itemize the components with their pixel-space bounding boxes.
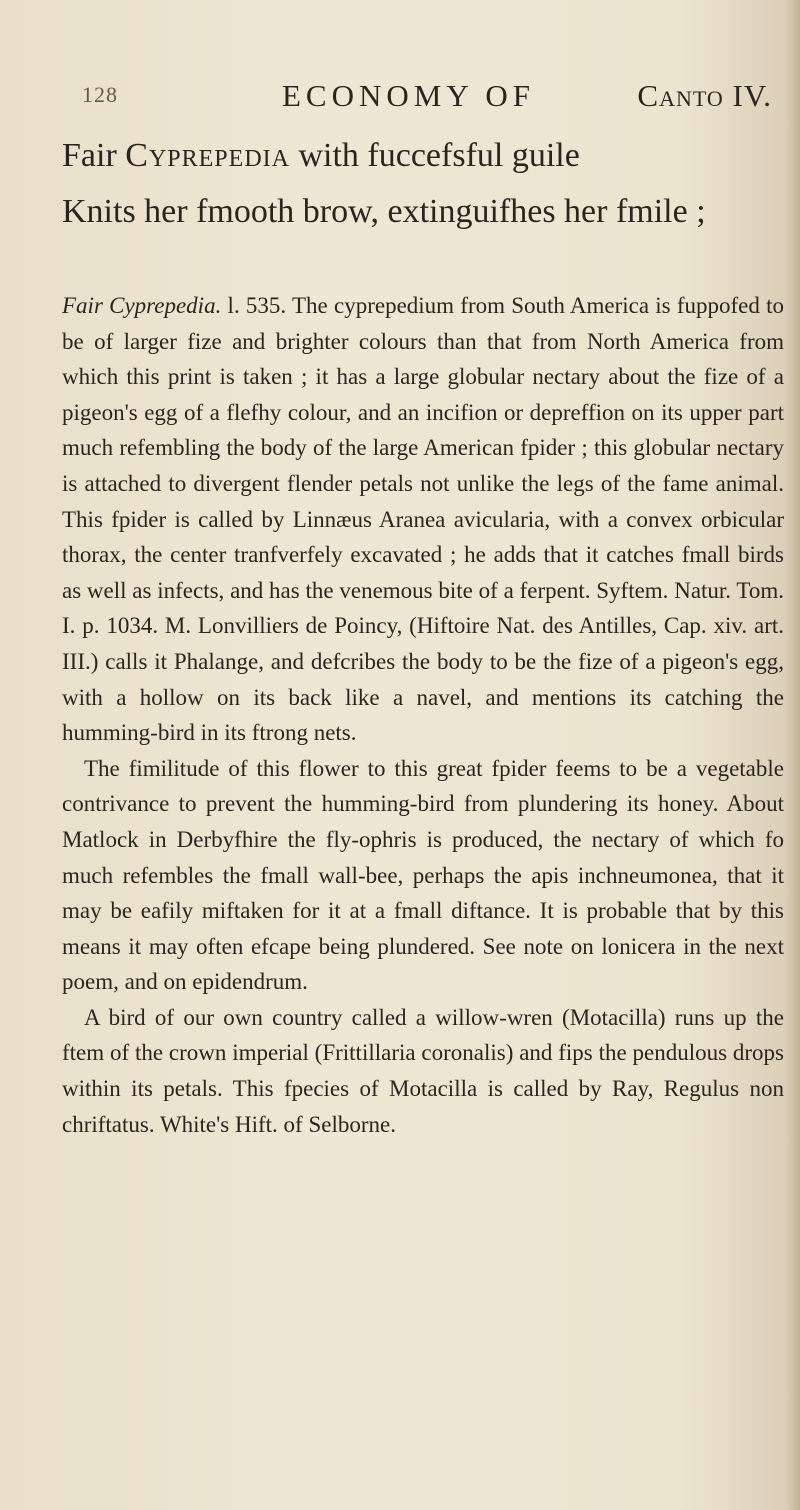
- verse-line-1-start: Fair: [62, 137, 126, 174]
- verse-block: [62, 128, 762, 240]
- note-paragraph-1-text: l. 535. The cyprepedium from South America is fuppofed to be of larger fize and brighter colours than that from North America from which this print is taken ; it has a large globular nectary about the fize of a pigeon's egg of a flefhy colour, and an incifion or depreffion on its upper part much refembling the body of the large American fpider ; this globular nectary is attached to divergent flender petals not unlike the legs of the fame animal. This fpider is called by Linnæus Aranea avicularia, with a convex orbicular thorax, the center tranfverfely excavated ; he adds that it catches fmall birds as well as infects, and has the venemous bite of a ferpent. Syftem. Natur. Tom. I. p. 1034. M. Lonvilliers de Poincy, (Hiftoire Nat. des Antilles, Cap. xiv. art. III.) calls it Phalange, and defcribes the body to be the fize of a pigeon's egg, with a hollow on its back like a navel, and mentions its catching the humming-bird in its ftrong nets.: [62, 293, 784, 746]
- running-head: [82, 78, 772, 118]
- verse-plant-name: Cyprepedia: [125, 137, 290, 174]
- note-paragraph-2: The fimilitude of this flower to this great fpider feems to be a vegetable contrivance to prevent the humming-bird from plundering its honey. About Matlock in Derbyfhire the fly-ophris is produced, the nectary of which fo much refembles the fmall wall-bee, perhaps the apis inchneumonea, that it may be eafily miftaken for it at a fmall diftance. It is probable that by this means it may often efcape being plundered. See note on lonicera in the next poem, and on epidendrum.: [62, 755, 784, 995]
- note-paragraph-1: [62, 288, 784, 751]
- verse-line-1: [62, 128, 762, 184]
- note-lemma: Fair Cyprepedia.: [62, 293, 222, 318]
- verse-line-1-end: with fuccefsful guile: [289, 137, 580, 174]
- page-edge-shadow: [786, 0, 800, 1510]
- running-title: ECONOMY OF: [282, 78, 535, 113]
- verse-line-2: Knits her fmooth brow, extinguifhes her fmile ;: [62, 193, 706, 230]
- canto-label: Canto IV.: [637, 78, 772, 113]
- footnote-block: [62, 288, 784, 1142]
- page-number: 128: [82, 82, 118, 107]
- note-paragraph-3: A bird of our own country called a willow-wren (Motacilla) runs up the ftem of the crown imperial (Frittillaria coronalis) and fips the pendulous drops within its petals. This fpecies of Motacilla is called by Ray, Regulus non chriftatus. White's Hift. of Selborne.: [62, 1004, 784, 1137]
